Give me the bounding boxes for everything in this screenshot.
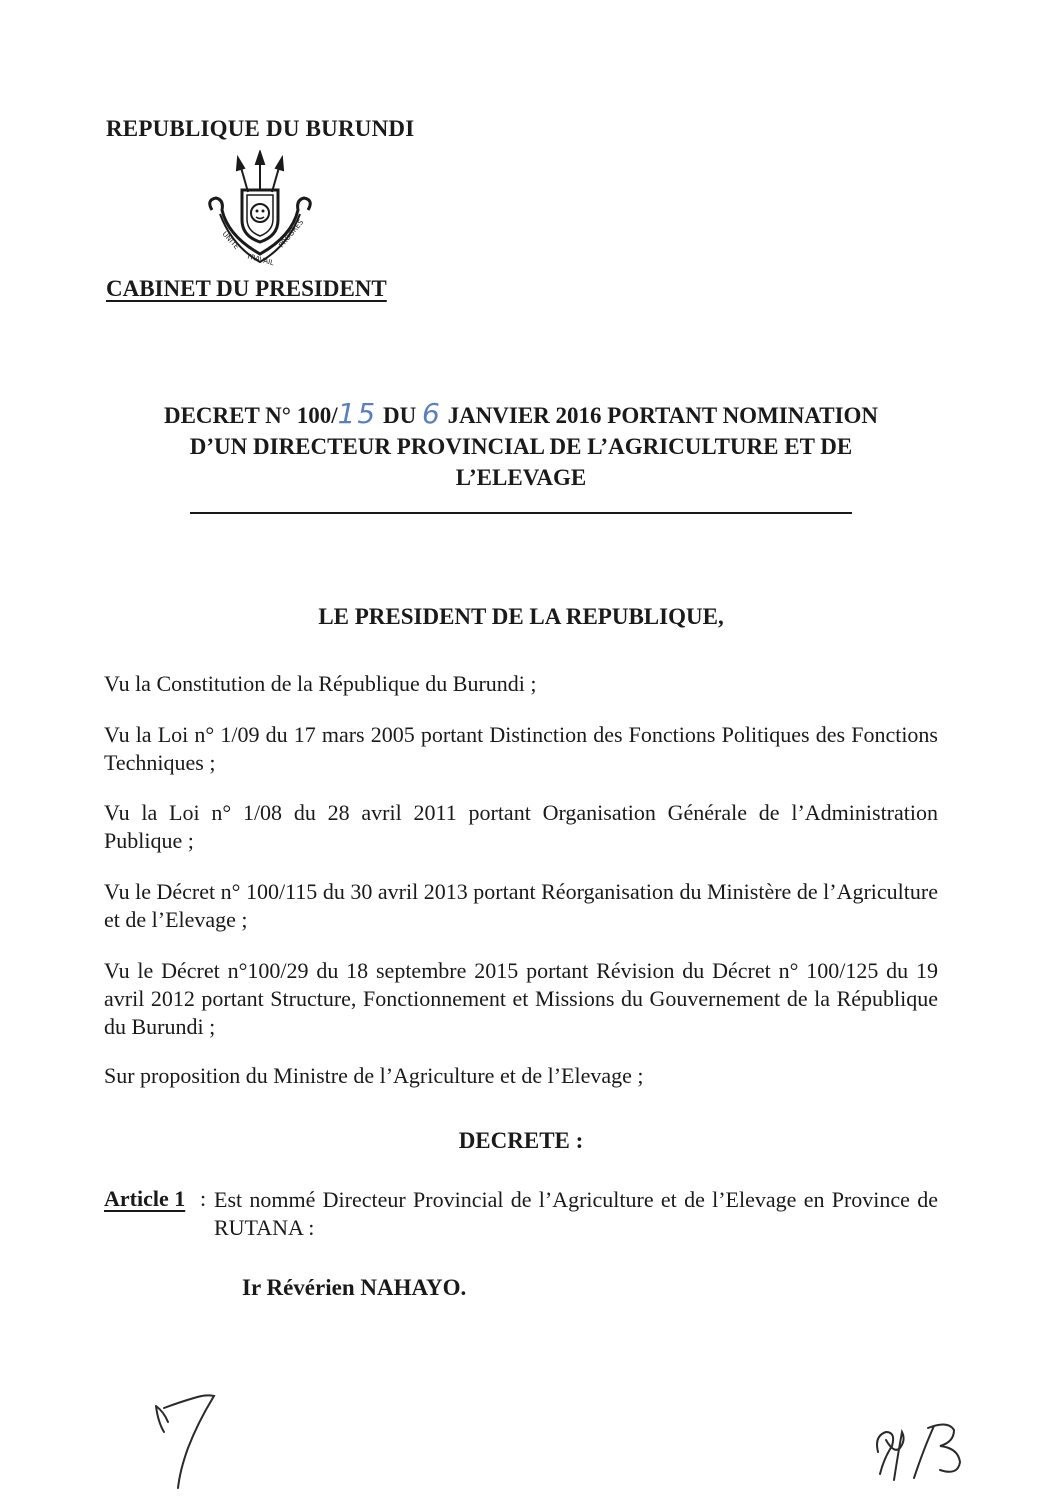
header-republic: REPUBLIQUE DU BURUNDI bbox=[106, 116, 415, 141]
svg-text:PROGRES: PROGRES bbox=[277, 218, 306, 250]
decree-du: DU bbox=[383, 403, 417, 428]
consideration-constitution: Vu la Constitution de la République du Burundi ; bbox=[104, 671, 537, 696]
svg-text:UNITE: UNITE bbox=[220, 229, 241, 252]
handwritten-initials-left bbox=[150, 1392, 230, 1492]
handwritten-initials-right bbox=[870, 1418, 980, 1488]
decree-title-line2: D’UN DIRECTEUR PROVINCIAL DE L’AGRICULTURE ET DE bbox=[189, 434, 853, 459]
svg-text:TRAVAIL: TRAVAIL bbox=[245, 252, 275, 268]
header-cabinet: CABINET DU PRESIDENT bbox=[106, 276, 387, 301]
consideration-loi-1-08: Vu la Loi n° 1/08 du 28 avril 2011 portant Organisation Générale de l’Administration Publique ; bbox=[104, 800, 938, 853]
consideration-decret-100-29: Vu le Décret n°100/29 du 18 septembre 2015 portant Révision du Décret n° 100/125 du 19 avril 2012 portant Structure, Fonctionnement et Missions du Gouvernement de la République du Burundi ; bbox=[104, 958, 938, 1039]
decree-title-line3: L’ELEVAGE bbox=[455, 465, 587, 490]
article-1-label: Article 1 bbox=[104, 1186, 186, 1211]
coat-of-arms-icon bbox=[198, 150, 322, 278]
decree-title bbox=[100, 398, 942, 493]
decree-title-line1 bbox=[100, 398, 942, 431]
article-1-nominee: Ir Révérien NAHAYO. bbox=[242, 1275, 467, 1300]
decree-title-rest: JANVIER 2016 PORTANT NOMINATION bbox=[447, 403, 879, 428]
president-heading: LE PRESIDENT DE LA REPUBLIQUE, bbox=[318, 604, 724, 629]
consideration-decret-100-115: Vu le Décret n° 100/115 du 30 avril 2013 portant Réorganisation du Ministère de l’Agriculture et de l’Elevage ; bbox=[104, 879, 938, 932]
decrete-heading: DECRETE : bbox=[458, 1128, 584, 1153]
consideration-proposition: Sur proposition du Ministre de l’Agriculture et de l’Elevage ; bbox=[104, 1063, 644, 1088]
consideration-loi-1-09: Vu la Loi n° 1/09 du 17 mars 2005 portant Distinction des Fonctions Politiques des Fonctions Techniques ; bbox=[104, 722, 938, 775]
decree-day-handwritten: 6 bbox=[421, 397, 442, 430]
article-1-colon: : bbox=[200, 1186, 207, 1211]
article-1-text: Est nommé Directeur Provincial de l’Agriculture et de l’Elevage en Province de RUTANA : bbox=[214, 1187, 938, 1240]
title-divider bbox=[190, 512, 852, 514]
decree-prefix: DECRET N° 100/ bbox=[163, 403, 338, 428]
decree-number-handwritten: 15 bbox=[337, 397, 378, 430]
